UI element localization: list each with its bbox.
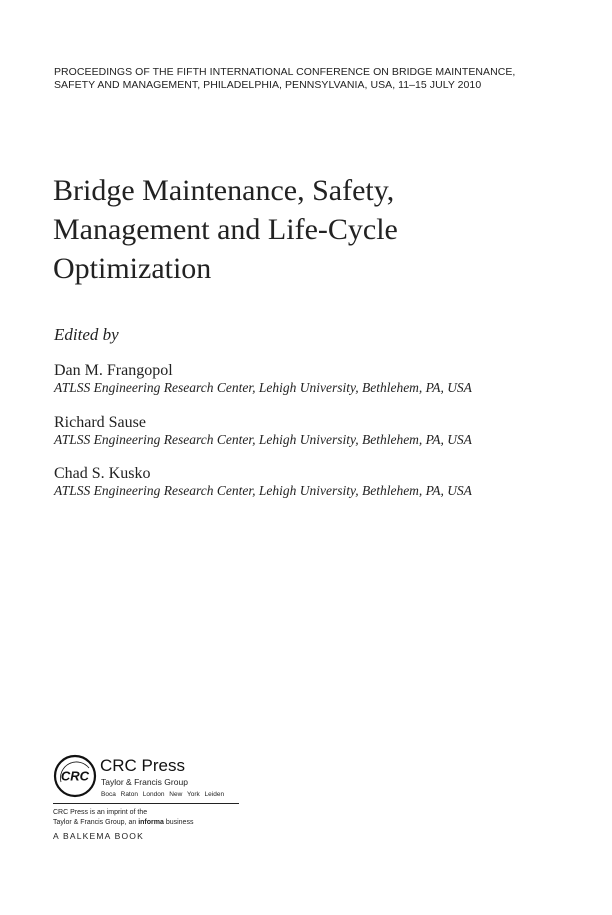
imprint-line-1: CRC Press is an imprint of the	[53, 809, 148, 816]
publisher-imprint	[53, 808, 193, 828]
proceedings-header	[54, 66, 574, 92]
publisher-group: Taylor & Francis Group	[101, 777, 188, 787]
proceedings-line-1: PROCEEDINGS OF THE FIFTH INTERNATIONAL CONFERENCE ON BRIDGE MAINTENANCE,	[54, 66, 516, 78]
crc-press-logo-icon	[53, 754, 97, 798]
editor-name: Chad S. Kusko	[54, 465, 151, 482]
publisher-name: CRC Press	[100, 756, 186, 775]
book-title-line-3: Optimization	[53, 252, 212, 285]
editor-affiliation: ATLSS Engineering Research Center, Lehigh University, Bethlehem, PA, USA	[54, 380, 472, 395]
balkema-book-label: A BALKEMA BOOK	[53, 831, 144, 841]
publisher-divider	[53, 803, 239, 804]
book-title-line-1: Bridge Maintenance, Safety,	[53, 174, 395, 207]
editor-affiliation: ATLSS Engineering Research Center, Lehigh University, Bethlehem, PA, USA	[54, 483, 472, 498]
publisher-cities: Boca Raton London New York Leiden	[101, 791, 225, 798]
crc-logo-text: CRC	[60, 768, 90, 784]
imprint-line-2-suffix: business	[163, 819, 194, 826]
imprint-line-2	[53, 818, 193, 828]
editor-name: Richard Sause	[54, 414, 146, 431]
imprint-line-2-prefix: Taylor & Francis Group, an	[53, 819, 139, 826]
editor-entry	[54, 464, 574, 499]
imprint-informa: informa	[138, 819, 164, 826]
editor-entry	[54, 413, 574, 448]
editor-affiliation: ATLSS Engineering Research Center, Lehigh University, Bethlehem, PA, USA	[54, 432, 472, 447]
edited-by-label: Edited by	[54, 325, 119, 344]
editor-entry	[54, 361, 574, 396]
book-title	[53, 171, 573, 288]
editor-name: Dan M. Frangopol	[54, 362, 173, 379]
proceedings-line-2: SAFETY AND MANAGEMENT, PHILADELPHIA, PENNSYLVANIA, USA, 11–15 JULY 2010	[54, 79, 482, 91]
book-title-line-2: Management and Life-Cycle	[53, 213, 398, 246]
